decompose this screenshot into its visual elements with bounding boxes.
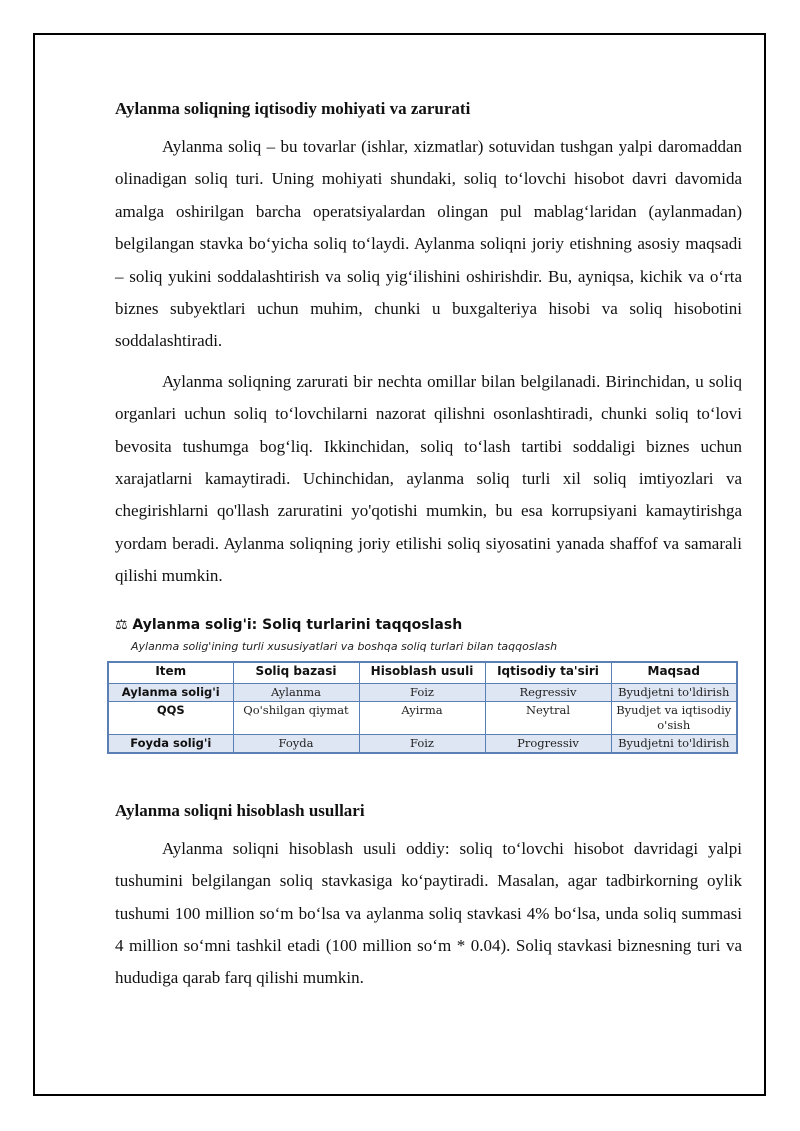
paragraph: Aylanma soliq – bu tovarlar (ishlar, xizmatlar) sotuvidan tushgan yalpi daromaddan olinadigan soliq turi. Uning mohiyati shundaki, soliq to‘lovchi hisobot davri davomida amalga oshirilgan barcha operatsiyalardan olingan pul mablag‘laridan (aylanmadan) belgilangan stavka bo‘yicha soliq to‘laydi. Aylanma soliqni joriy etishning asosiy maqsadi – soliq yukini soddalashtirish va soliq yig‘ilishini oshirishdir. Bu, ayniqsa, kichik va o‘rta biznes subyektlari uchun muhim, chunki u buxgalteriya hisobi va soliq hisobotini soddalashtiradi. [115, 137, 742, 351]
comparison-table-wrapper [107, 661, 736, 754]
document-content [115, 96, 742, 1003]
table-cell: Qo'shilgan qiymat [233, 701, 359, 734]
column-header: Hisoblash usuli [359, 662, 485, 684]
table-cell: Foyda solig'i [108, 734, 233, 753]
comparison-table [107, 661, 738, 754]
table-row [108, 701, 737, 734]
table-cell: Byudjetni to'ldirish [611, 683, 737, 701]
table-cell: Foyda [233, 734, 359, 753]
table-row [108, 734, 737, 753]
table-cell: Byudjet va iqtisodiy o'sish [611, 701, 737, 734]
table-cell: Regressiv [485, 683, 611, 701]
table-cell: Foiz [359, 734, 485, 753]
paragraph: Aylanma soliqning zarurati bir nechta omillar bilan belgilanadi. Birinchidan, u soliq organlari uchun soliq to‘lovchilarni nazorat qilishni osonlashtiradi, chunki soliq to‘lovi bevosita tushumga bog‘liq. Ikkinchidan, soliq to‘lash tartibi soddaligi biznes uchun xarajatlarni kamaytiradi. Uchinchidan, aylanma soliq turli xil soliq imtiyozlari va chegirishlarni qo'llash zaruratini yo'qotishi mumkin, bu esa korrupsiyani kamaytirishga yordam beradi. Aylanma soliqning joriy etilishi soliq siyosatini yanada shaffof va samarali qilishi mumkin. [115, 371, 742, 586]
section-heading-calculation-methods: Aylanma soliqni hisoblash usullari [115, 800, 365, 820]
table-cell: Ayirma [359, 701, 485, 734]
table-subtitle: Aylanma solig'ining turli xususiyatlari va boshqa soliq turlari bilan taqqoslash [131, 639, 558, 653]
table-cell: Progressiv [485, 734, 611, 753]
column-header: Soliq bazasi [233, 662, 359, 684]
table-header-row [108, 662, 737, 684]
table-cell: Aylanma solig'i [108, 683, 233, 701]
table-cell: Aylanma [233, 683, 359, 701]
table-title: ⚖ Aylanma solig'i: Soliq turlarini taqqoslash [115, 616, 463, 633]
table-cell: Byudjetni to'ldirish [611, 734, 737, 753]
table-cell: Neytral [485, 701, 611, 734]
table-row [108, 683, 737, 701]
table-cell: Foiz [359, 683, 485, 701]
column-header: Maqsad [611, 662, 737, 684]
column-header: Iqtisodiy ta'siri [485, 662, 611, 684]
paragraph: Aylanma soliqni hisoblash usuli oddiy: soliq to‘lovchi hisobot davridagi yalpi tushumini belgilangan soliq stavkasiga ko‘paytiradi. Masalan, agar tadbirkorning oylik tushumi 100 million so‘m bo‘lsa va aylanma soliq stavkasi 4% bo‘lsa, unda soliq summasi 4 million so‘mni tashkil etadi (100 million so‘m * 0.04). Soliq stavkasi biznesning turi va hududiga qarab farq qilishi mumkin. [115, 838, 742, 988]
column-header: Item [108, 662, 233, 684]
table-cell: QQS [108, 701, 233, 734]
section-heading-economic-essence: Aylanma soliqning iqtisodiy mohiyati va zarurati [115, 99, 471, 118]
